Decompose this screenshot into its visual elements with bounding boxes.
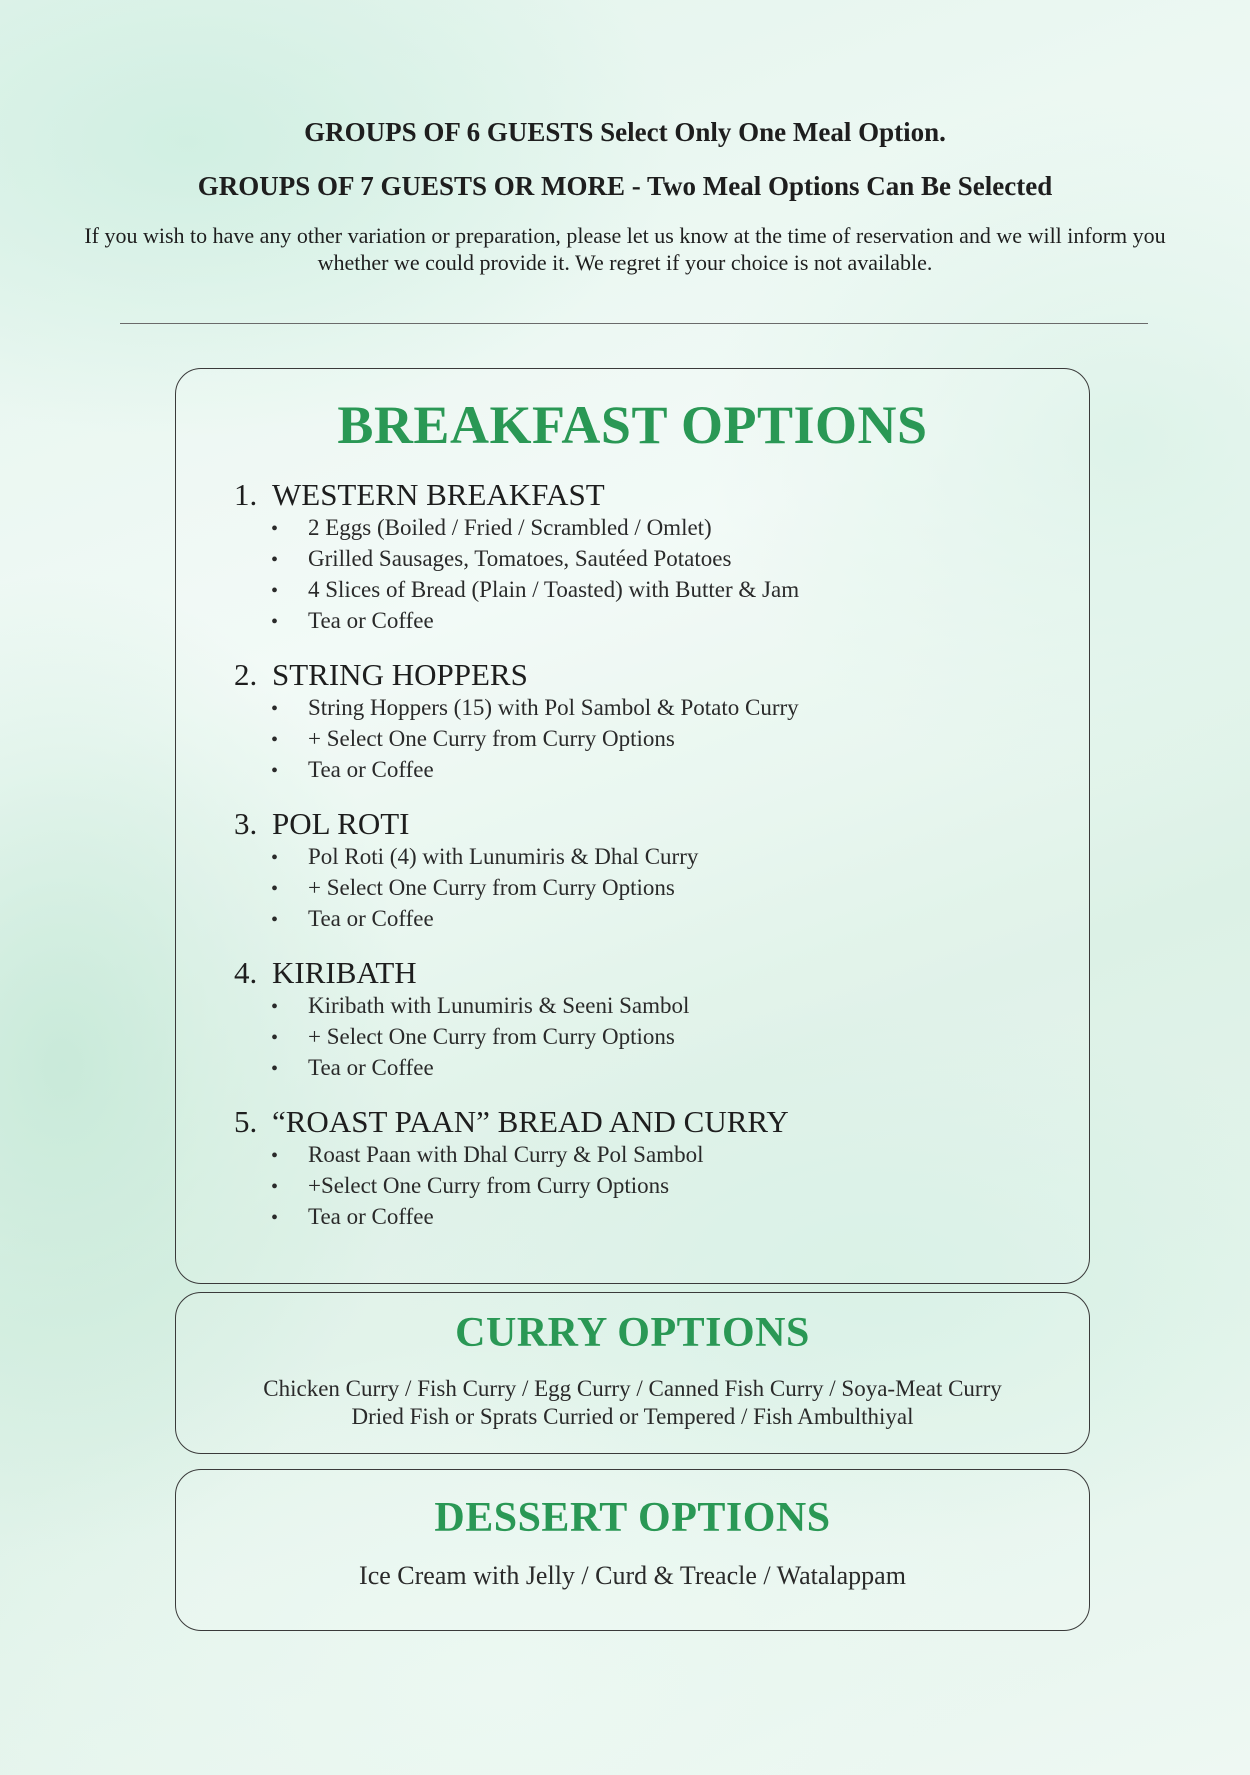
option-item-list [176,693,1089,786]
curry-title: CURRY OPTIONS [455,1310,810,1356]
breakfast-option-list [176,477,1089,1233]
dessert-options-panel [175,1469,1090,1631]
option-item-list [176,513,1089,637]
option-number: 4. [234,955,258,990]
option-item-text: Tea or Coffee [308,757,434,782]
breakfast-option [176,657,1089,786]
option-item [271,1022,1089,1053]
option-item [271,1171,1089,1202]
option-item-text: + Select One Curry from Curry Options [308,1024,675,1049]
option-name: KIRIBATH [272,955,417,990]
option-item-list [176,842,1089,935]
bullet-icon: • [271,1145,279,1167]
bullet-icon: • [271,1027,279,1049]
bullet-icon: • [271,1207,279,1229]
option-item [271,606,1089,637]
curry-list-line-1: Chicken Curry / Fish Curry / Egg Curry / Canned Fish Curry / Soya-Meat Curry [263,1376,1002,1401]
option-item-text: Roast Paan with Dhal Curry & Pol Sambol [308,1142,704,1167]
bullet-icon: • [271,1058,279,1080]
group-seven-rule: GROUPS OF 7 GUESTS OR MORE - Two Meal Options Can Be Selected [197,171,1053,201]
option-item [271,724,1089,755]
option-number: 1. [234,477,258,512]
bullet-icon: • [271,996,279,1018]
breakfast-option [176,955,1089,1084]
option-item-text: Tea or Coffee [308,1055,434,1080]
option-item [271,693,1089,724]
breakfast-option [176,1104,1089,1233]
option-heading [176,657,1089,693]
group-six-rule: GROUPS OF 6 GUESTS Select Only One Meal Option. [304,117,946,147]
option-item [271,991,1089,1022]
bullet-icon: • [271,698,279,720]
option-heading [176,1104,1089,1140]
bullet-icon: • [271,909,279,931]
option-item [271,904,1089,935]
option-item-text: Tea or Coffee [308,608,434,633]
option-heading [176,955,1089,991]
dessert-title: DESSERT OPTIONS [434,1495,831,1541]
option-item-text: + Select One Curry from Curry Options [308,875,675,900]
option-item-text: + Select One Curry from Curry Options [308,726,675,751]
option-item-text: Kiribath with Lunumiris & Seeni Sambol [308,993,690,1018]
option-item [271,842,1089,873]
option-item [271,1202,1089,1233]
option-item-text: Tea or Coffee [308,1204,434,1229]
reservation-note: If you wish to have any other variation or preparation, please let us know at the time of reservation and we will inform you whether we could provide it. We regret if your choice is not available. [84,223,1166,275]
curry-list-line-2: Dried Fish or Sprats Curried or Tempered / Fish Ambulthiyal [351,1404,914,1429]
breakfast-options-panel [175,368,1090,1284]
breakfast-option [176,477,1089,637]
bullet-icon: • [271,760,279,782]
option-item [271,755,1089,786]
bullet-icon: • [271,611,279,633]
page-header [0,112,1250,276]
option-item-text: 4 Slices of Bread (Plain / Toasted) with Butter & Jam [308,577,800,602]
breakfast-option [176,806,1089,935]
option-item [271,873,1089,904]
option-item-text: Grilled Sausages, Tomatoes, Sautéed Potatoes [308,546,732,571]
bullet-icon: • [271,518,279,540]
option-name: “ROAST PAAN” BREAD AND CURRY [272,1104,789,1139]
option-heading [176,806,1089,842]
option-item [271,1053,1089,1084]
option-item [271,1140,1089,1171]
bullet-icon: • [271,878,279,900]
option-number: 2. [234,657,258,692]
option-item-text: +Select One Curry from Curry Options [308,1173,670,1198]
option-item [271,513,1089,544]
curry-options-panel [175,1292,1090,1454]
option-item-text: String Hoppers (15) with Pol Sambol & Potato Curry [308,695,799,720]
option-item-text: Tea or Coffee [308,906,434,931]
bullet-icon: • [271,1176,279,1198]
option-item [271,544,1089,575]
option-name: WESTERN BREAKFAST [272,477,605,512]
option-item-text: 2 Eggs (Boiled / Fried / Scrambled / Omlet) [308,515,712,540]
header-divider [120,323,1148,324]
dessert-list-line: Ice Cream with Jelly / Curd & Treacle / Watalappam [359,1561,906,1590]
option-item-list [176,1140,1089,1233]
option-item-list [176,991,1089,1084]
option-name: STRING HOPPERS [272,657,528,692]
bullet-icon: • [271,549,279,571]
option-number: 5. [234,1104,258,1139]
option-number: 3. [234,806,258,841]
option-item-text: Pol Roti (4) with Lunumiris & Dhal Curry [308,844,699,869]
option-heading [176,477,1089,513]
option-name: POL ROTI [272,806,410,841]
bullet-icon: • [271,847,279,869]
option-item [271,575,1089,606]
breakfast-title: BREAKFAST OPTIONS [337,395,928,455]
bullet-icon: • [271,729,279,751]
bullet-icon: • [271,580,279,602]
